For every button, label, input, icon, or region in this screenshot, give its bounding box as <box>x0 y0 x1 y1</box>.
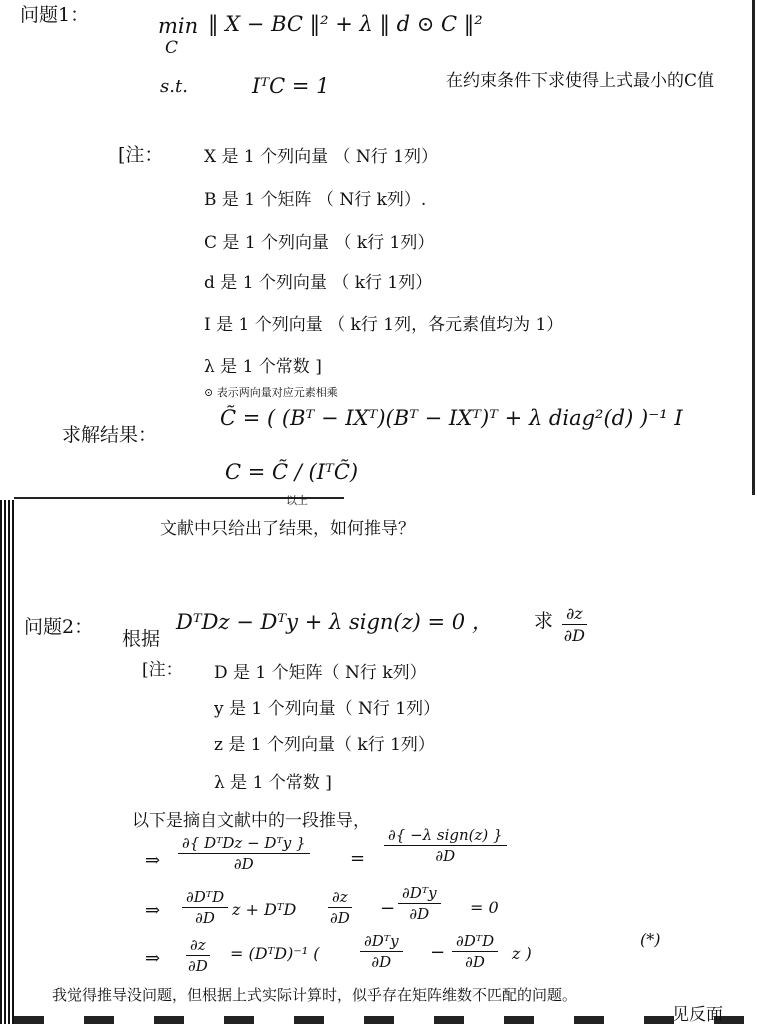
q2-step3-bden: ∂D <box>465 953 485 971</box>
q2-step3-minus: − <box>430 942 446 963</box>
q2-step3-fa <box>360 932 403 971</box>
q2-label: 问题2： <box>24 616 94 638</box>
q2-step1-eq: = <box>350 848 366 869</box>
q2-step1-lhs <box>178 834 310 873</box>
q2-step2-minus: − <box>380 898 396 919</box>
q2-equation: DᵀDz − Dᵀy + λ sign(z) = 0 ， <box>176 610 493 634</box>
q2-conclusion: 我觉得推导没问题，但根据上式实际计算时，似乎存在矩阵维数不匹配的问题。 <box>52 986 578 1004</box>
q2-step1-arrow: ⇒ <box>145 850 161 871</box>
scan-binding-bar <box>0 500 14 1024</box>
q1-note-open: [注： <box>118 144 164 166</box>
q1-solution-eq2: C = C̃ / (IᵀC̃) <box>225 460 359 484</box>
q2-note-4: λ 是 1 个常数 ] <box>214 773 332 793</box>
q2-note-3: z 是 1 个列向量（ k行 1列） <box>214 735 435 755</box>
q2-step1-den: ∂D <box>233 855 254 873</box>
q2-step2-frac3 <box>398 884 441 923</box>
q1-note-4: d 是 1 个列向量 （ k行 1列） <box>204 273 433 293</box>
q1-note-5: I 是 1 个列向量 （ k行 1列，各元素值均为 1） <box>204 315 564 335</box>
q2-step2-text2: ∂z <box>328 888 352 908</box>
q2-step3-bnum: ∂DᵀD <box>452 932 498 952</box>
q2-step1-rnum: ∂{ −λ sign(z) } <box>384 826 507 846</box>
q1-st-label: s.t. <box>160 76 188 97</box>
q2-step2-text1: ∂DᵀD <box>182 888 228 908</box>
q1-note-6: λ 是 1 个常数 ] <box>204 357 322 377</box>
q2-ask-fraction <box>562 604 587 645</box>
q2-step2-text3: ∂Dᵀy <box>398 884 441 904</box>
q2-step2-mid: z + DᵀD <box>232 900 297 919</box>
q1-solution-eq1: C̃ = ( (Bᵀ − IXᵀ)(Bᵀ − IXᵀ)ᵀ + λ diag²(d) )⁻¹ I <box>220 406 683 430</box>
q2-step2-text2den: ∂D <box>329 909 350 927</box>
q2-note-2: y 是 1 个列向量（ N行 1列） <box>214 699 441 719</box>
q2-step3-anum: ∂Dᵀy <box>360 932 403 952</box>
q2-step3-lnum: ∂z <box>186 936 210 956</box>
q2-step1-num: ∂{ DᵀDz − Dᵀy } <box>178 834 310 854</box>
q2-step3-arrow: ⇒ <box>145 948 161 969</box>
q2-derivation-intro: 以下是摘自文献中的一段推导， <box>132 811 370 831</box>
scan-bottom-strip <box>14 1016 757 1024</box>
q2-step3-lhs <box>186 936 210 975</box>
q2-step1-rden: ∂D <box>435 847 456 865</box>
q2-step3-tail: z ) <box>512 944 532 963</box>
q1-note-1: X 是 1 个列向量 （ N行 1列） <box>204 147 439 167</box>
scan-edge-right <box>752 0 755 495</box>
q1-insert-above: 以上 <box>286 494 308 507</box>
q2-according: 根据 <box>122 628 161 650</box>
q1-note-3: C 是 1 个列向量 （ k行 1列） <box>204 233 435 253</box>
q2-step2-arrow: ⇒ <box>145 900 161 921</box>
q1-constraint-note: 在约束条件下求使得上式最小的C值 <box>446 71 715 91</box>
q1-question: 文献中只给出了结果，如何推导？ <box>160 519 415 539</box>
q2-step2-text3den: ∂D <box>409 905 430 923</box>
q1-odot-note: ⊙ 表示两向量对应元素相乘 <box>204 386 338 399</box>
q2-step3-tag: (*) <box>640 930 661 949</box>
q1-objective: ‖ X − BC ‖² + λ ‖ d ⊙ C ‖² <box>208 12 483 36</box>
q2-ask-num: ∂z <box>562 604 587 625</box>
q2-step3-fb <box>452 932 498 971</box>
q2-step1-rhs <box>384 826 507 865</box>
q2-step2-tail: = 0 <box>470 898 499 917</box>
see-back-note: 见反面 <box>672 1005 723 1025</box>
q2-step3-aden: ∂D <box>371 953 392 971</box>
q1-min-var: C <box>165 38 179 58</box>
q1-solution-label: 求解结果： <box>62 424 158 446</box>
q2-step3-eq: = (DᵀD)⁻¹ ( <box>230 944 320 963</box>
q1-min: min <box>158 14 199 38</box>
q1-constraint: IᵀC = 1 <box>252 74 330 98</box>
q2-step3-lden: ∂D <box>187 957 208 975</box>
q1-note-2: B 是 1 个矩阵 （ N行 k列）. <box>204 190 427 210</box>
q2-step2-text1den: ∂D <box>195 909 215 927</box>
q2-step2-frac2 <box>328 888 352 927</box>
q2-step2-frac1 <box>182 888 228 927</box>
q2-ask: 求 <box>534 610 554 632</box>
q1-label: 问题1： <box>20 4 90 26</box>
q2-note-open: [注： <box>142 660 183 680</box>
q2-ask-den: ∂D <box>563 626 585 645</box>
q2-note-1: D 是 1 个矩阵（ N行 k列） <box>214 663 427 683</box>
